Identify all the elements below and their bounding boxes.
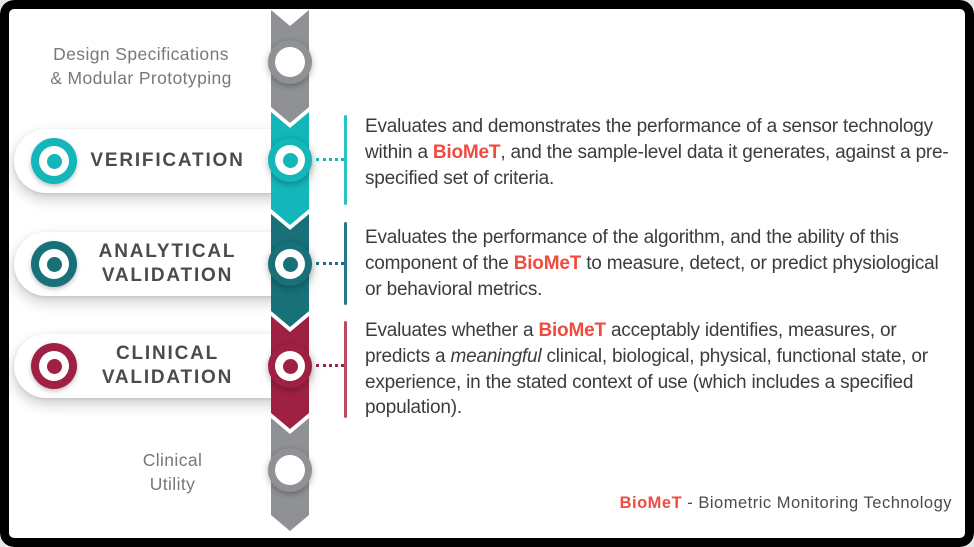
bullseye-dot xyxy=(47,257,62,272)
description-text: , and the sample-level data it generates, against a pre-specified set of criteria. xyxy=(365,141,949,189)
timeline-node-utility xyxy=(268,448,312,492)
stage-label-line: VALIDATION xyxy=(101,265,234,286)
stage-label-line: Utility xyxy=(149,474,196,495)
bullseye-ring xyxy=(39,351,69,381)
timeline-node-analytical xyxy=(268,242,312,286)
stage-label-line: Design Specifications xyxy=(53,44,229,64)
node-ring xyxy=(275,249,305,279)
timeline-node-verification xyxy=(268,138,312,182)
timeline-node-clinical xyxy=(268,344,312,388)
connector-dots-verification xyxy=(316,158,344,161)
connector-dots-clinical xyxy=(316,364,344,367)
description-verification xyxy=(365,114,957,191)
bullseye-ring xyxy=(39,146,69,176)
stage-label-line: Clinical xyxy=(142,450,203,470)
bullseye-dot xyxy=(47,359,62,374)
stage-pill-clinical-validation xyxy=(14,334,310,398)
stage-label-line: ANALYTICAL xyxy=(98,241,237,263)
bullseye-dot xyxy=(47,154,62,169)
node-dot xyxy=(283,359,298,374)
stage-label-line: VALIDATION xyxy=(101,367,234,388)
brand-text: BioMeT xyxy=(619,494,683,512)
timeline-node-design xyxy=(268,40,312,84)
brand-text: BioMeT xyxy=(432,141,501,163)
node-ring xyxy=(275,47,305,77)
stage-pill-analytical-validation xyxy=(14,232,310,296)
description-text: to measure, detect, or predict physiological or behavioral metrics. xyxy=(365,252,939,300)
footer-text: - Biometric Monitoring Technology xyxy=(682,494,952,512)
bullseye-icon-clinical xyxy=(31,343,77,389)
accent-bar-verification xyxy=(344,115,347,205)
description-text: Evaluates the performance of the algorithm, and the ability of this component of the xyxy=(365,227,899,274)
description-analytical xyxy=(365,225,957,302)
description-text: Evaluates whether a xyxy=(365,320,539,341)
stage-label-line: & Modular Prototyping xyxy=(50,68,232,89)
node-ring xyxy=(275,455,305,485)
description-text: Evaluates and demonstrates the performance of a sensor technology within a xyxy=(365,116,933,163)
stage-pill-verification xyxy=(14,129,310,193)
accent-bar-analytical xyxy=(344,222,347,305)
bullseye-icon-analytical xyxy=(31,241,77,287)
description-text: acceptably identifies, measures, or predicts a xyxy=(365,320,897,367)
stage-label-line: VERIFICATION xyxy=(90,150,245,172)
stage-label-line: CLINICAL xyxy=(115,343,220,365)
node-ring xyxy=(275,145,305,175)
node-dot xyxy=(283,257,298,272)
connector-dots-analytical xyxy=(316,262,344,265)
accent-bar-clinical xyxy=(344,321,347,418)
bullseye-ring xyxy=(39,249,69,279)
brand-text: BioMeT xyxy=(538,320,606,341)
stage-label-clinical-utility xyxy=(95,448,250,496)
brand-text: BioMeT xyxy=(513,252,582,274)
node-dot xyxy=(283,153,298,168)
node-ring xyxy=(275,351,305,381)
footer-legend xyxy=(620,494,952,513)
description-text: clinical, biological, physical, functional state, or experience, in the stated context of use (which includes a specified population). xyxy=(365,345,928,419)
description-clinical xyxy=(365,318,957,421)
bullseye-icon-verification xyxy=(31,138,77,184)
stage-label-design-prototyping xyxy=(18,42,264,90)
emphasized-word: meaningful xyxy=(450,345,542,367)
